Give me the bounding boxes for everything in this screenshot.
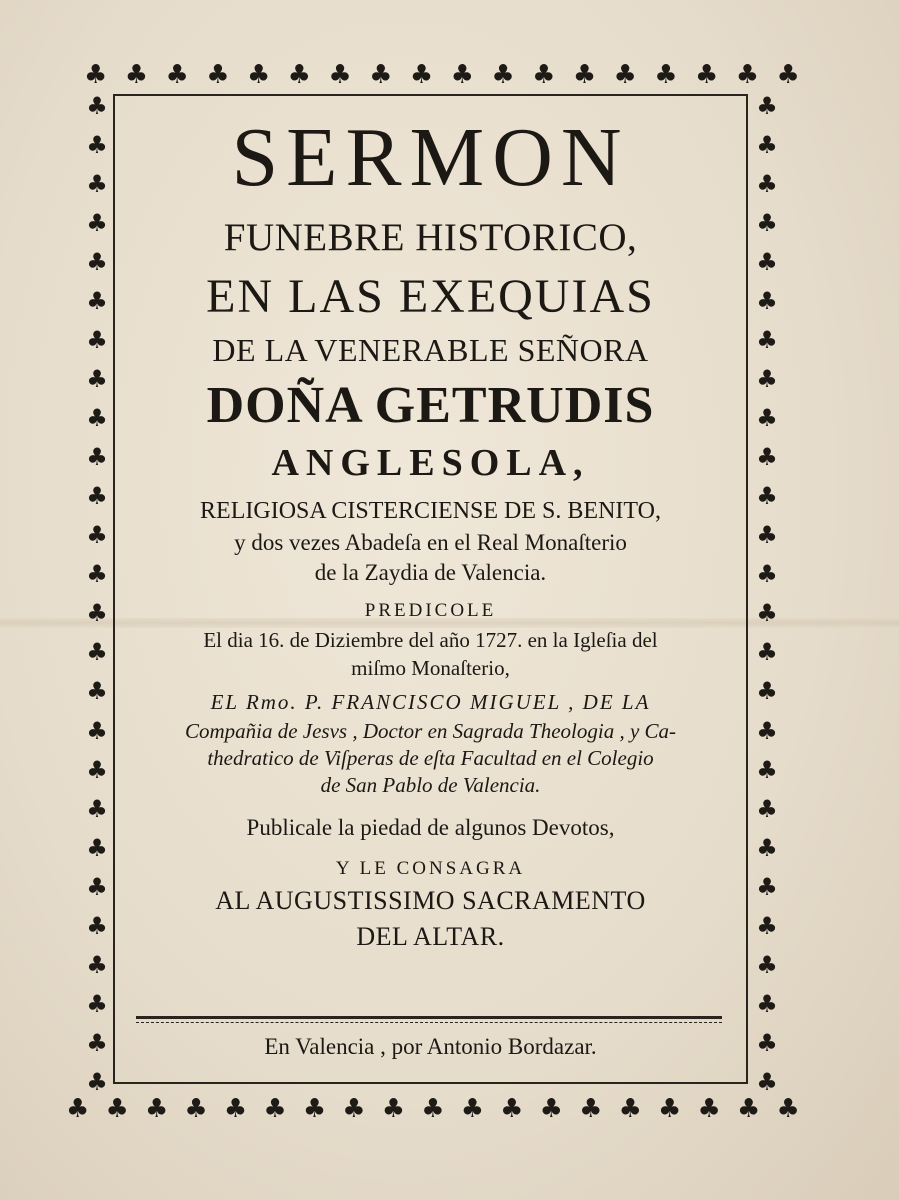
fleuron-icon: ♣	[342, 1094, 366, 1124]
fleuron-icon: ♣	[450, 60, 474, 90]
fleuron-icon: ♣	[756, 560, 778, 589]
fleuron-icon: ♣	[756, 989, 778, 1018]
fleuron-icon: ♣	[302, 1094, 327, 1124]
title-sermon: SERMON	[231, 111, 630, 204]
predicole-heading: PREDICOLE	[364, 600, 497, 621]
fleuron-icon: ♣	[658, 1094, 682, 1124]
fleuron-icon: ♣	[572, 60, 597, 90]
author-line: EL Rmo. P. FRANCISCO MIGUEL , DE LA	[210, 690, 651, 714]
fleuron-icon: ♣	[776, 1094, 800, 1124]
fleuron-icon: ♣	[756, 677, 778, 706]
ornament-border-right	[752, 94, 782, 1094]
fleuron-icon: ♣	[756, 638, 778, 667]
fleuron-icon: ♣	[756, 287, 778, 316]
fleuron-icon: ♣	[86, 131, 108, 160]
date-line: El dia 16. de Diziembre del año 1727. en la Igleſia del	[203, 628, 658, 652]
zaydia-line: de la Zaydia de Valencia.	[314, 560, 547, 585]
fleuron-icon: ♣	[144, 1094, 169, 1124]
fleuron-icon: ♣	[421, 1094, 445, 1124]
fleuron-icon: ♣	[491, 60, 515, 90]
fleuron-icon: ♣	[532, 60, 556, 90]
fleuron-icon: ♣	[86, 365, 108, 394]
fleuron-icon: ♣	[86, 833, 108, 862]
fleuron-icon: ♣	[86, 716, 108, 745]
fleuron-icon: ♣	[756, 1028, 778, 1057]
title-block	[118, 104, 743, 955]
fleuron-icon: ♣	[263, 1094, 287, 1124]
fleuron-icon: ♣	[86, 989, 108, 1018]
fleuron-icon: ♣	[756, 482, 778, 511]
fleuron-icon: ♣	[756, 326, 778, 355]
religiosa-line: RELIGIOSA CISTERCIENSE DE S. BENITO,	[200, 498, 661, 524]
fleuron-icon: ♣	[756, 170, 778, 199]
altar-line: DEL ALTAR.	[356, 922, 505, 951]
fleuron-icon: ♣	[328, 60, 352, 90]
fleuron-icon: ♣	[756, 404, 778, 433]
fleuron-icon: ♣	[756, 443, 778, 472]
fleuron-icon: ♣	[206, 60, 230, 90]
fleuron-icon: ♣	[86, 443, 108, 472]
monasterio-line: miſmo Monaſterio,	[351, 656, 510, 680]
fleuron-icon: ♣	[86, 638, 108, 667]
cathedratico-line: thedratico de Viſperas de eſta Facultad en el Colegio	[207, 746, 654, 770]
colegio-line: de San Pablo de Valencia.	[320, 773, 541, 797]
fleuron-icon: ♣	[86, 872, 108, 901]
publicale-line: Publicale la piedad de algunos Devotos,	[246, 815, 615, 840]
fleuron-icon: ♣	[409, 60, 434, 90]
fleuron-icon: ♣	[756, 794, 778, 823]
fleuron-icon: ♣	[736, 1094, 761, 1124]
fleuron-icon: ♣	[86, 599, 108, 628]
fleuron-icon: ♣	[86, 950, 108, 979]
fleuron-icon: ♣	[756, 833, 778, 862]
fleuron-icon: ♣	[500, 1094, 524, 1124]
fleuron-icon: ♣	[695, 60, 719, 90]
fleuron-icon: ♣	[756, 521, 778, 550]
fleuron-icon: ♣	[369, 60, 393, 90]
fleuron-icon: ♣	[618, 1094, 642, 1124]
fleuron-icon: ♣	[579, 1094, 603, 1124]
rule-divider-secondary	[136, 1022, 722, 1023]
fleuron-icon: ♣	[86, 1028, 108, 1057]
fleuron-icon: ♣	[756, 131, 778, 160]
fleuron-icon: ♣	[539, 1094, 563, 1124]
fleuron-icon: ♣	[86, 677, 108, 706]
name-anglesola: ANGLESOLA,	[271, 442, 590, 484]
fleuron-icon: ♣	[86, 911, 108, 940]
fleuron-icon: ♣	[460, 1094, 484, 1124]
fleuron-icon: ♣	[756, 872, 778, 901]
fleuron-icon: ♣	[86, 1067, 108, 1096]
fleuron-icon: ♣	[756, 755, 778, 784]
ornament-border-left	[82, 94, 112, 1094]
ornament-border-top	[84, 60, 800, 90]
fleuron-icon: ♣	[165, 60, 189, 90]
subtitle-exequias: EN LAS EXEQUIAS	[206, 270, 655, 323]
rule-divider	[136, 1016, 722, 1019]
fleuron-icon: ♣	[86, 755, 108, 784]
fleuron-icon: ♣	[287, 60, 311, 90]
fleuron-icon: ♣	[756, 1067, 778, 1096]
fleuron-icon: ♣	[246, 60, 271, 90]
fleuron-icon: ♣	[86, 209, 108, 238]
subtitle-funebre: FUNEBRE HISTORICO,	[223, 216, 638, 259]
name-getrudis: DOÑA GETRUDIS	[206, 377, 655, 434]
imprint-line: En Valencia , por Antonio Bordazar.	[264, 1034, 597, 1059]
fleuron-icon: ♣	[86, 404, 108, 433]
fleuron-icon: ♣	[756, 92, 778, 120]
fleuron-icon: ♣	[86, 560, 108, 589]
fleuron-icon: ♣	[86, 482, 108, 511]
fleuron-icon: ♣	[654, 60, 678, 90]
fleuron-icon: ♣	[86, 287, 108, 316]
fleuron-icon: ♣	[86, 92, 108, 120]
fleuron-icon: ♣	[86, 248, 108, 277]
fleuron-icon: ♣	[86, 170, 108, 199]
ornament-border-bottom	[66, 1094, 800, 1124]
compania-line: Compañia de Jesvs , Doctor en Sagrada Theologia , y Ca-	[184, 719, 677, 743]
fleuron-icon: ♣	[86, 794, 108, 823]
fleuron-icon: ♣	[756, 911, 778, 940]
fleuron-icon: ♣	[735, 60, 760, 90]
fleuron-icon: ♣	[105, 1094, 129, 1124]
fleuron-icon: ♣	[756, 599, 778, 628]
consagra-line: Y LE CONSAGRA	[335, 858, 526, 879]
abadesa-line: y dos vezes Abadeſa en el Real Monaſterio	[234, 530, 627, 555]
fleuron-icon: ♣	[756, 365, 778, 394]
fleuron-icon: ♣	[613, 60, 637, 90]
fleuron-icon: ♣	[84, 60, 108, 90]
fleuron-icon: ♣	[756, 209, 778, 238]
sacramento-line: AL AUGUSTISSIMO SACRAMENTO	[215, 886, 646, 915]
fleuron-icon: ♣	[184, 1094, 208, 1124]
fleuron-icon: ♣	[756, 950, 778, 979]
fleuron-icon: ♣	[223, 1094, 248, 1124]
subtitle-venerable: DE LA VENERABLE SEÑORA	[212, 332, 649, 368]
fleuron-icon: ♣	[776, 60, 800, 90]
fleuron-icon: ♣	[66, 1094, 90, 1124]
fleuron-icon: ♣	[697, 1094, 721, 1124]
fleuron-icon: ♣	[381, 1094, 406, 1124]
fleuron-icon: ♣	[86, 326, 108, 355]
fleuron-icon: ♣	[124, 60, 149, 90]
fleuron-icon: ♣	[86, 521, 108, 550]
fleuron-icon: ♣	[756, 716, 778, 745]
fleuron-icon: ♣	[756, 248, 778, 277]
